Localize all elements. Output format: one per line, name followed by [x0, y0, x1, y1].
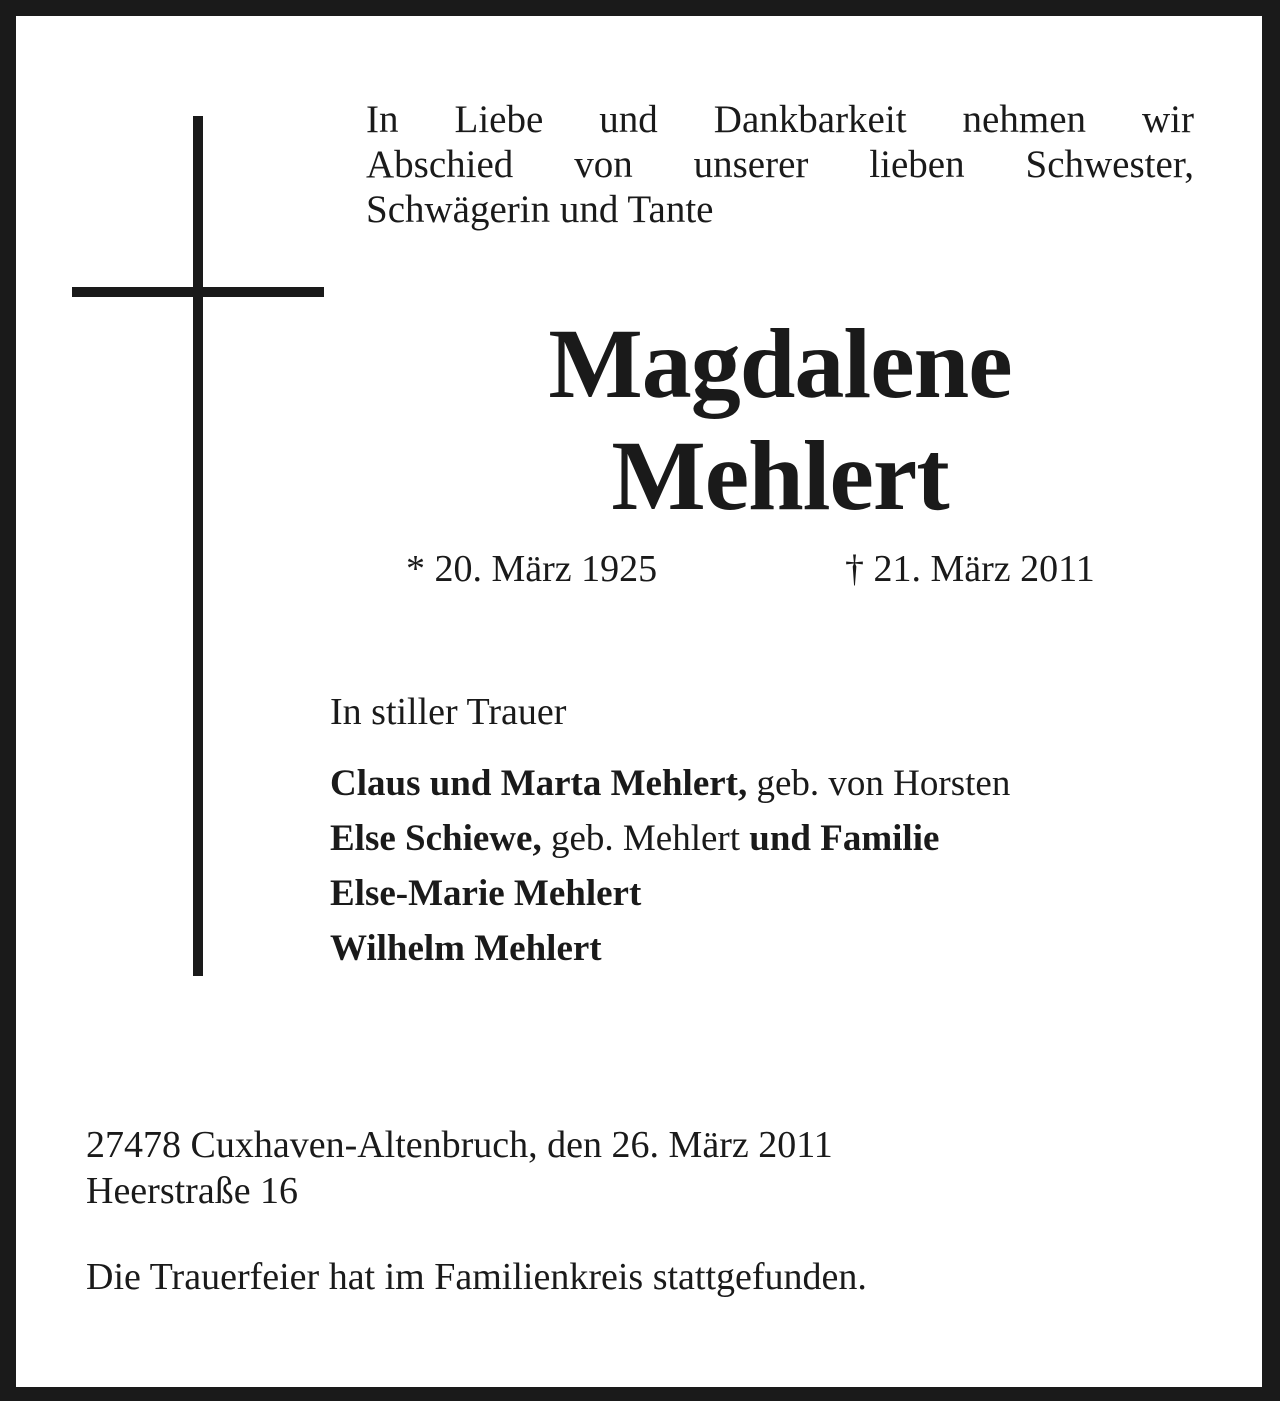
- mourner-row: [330, 756, 1010, 811]
- intro-line: Schwägerin und Tante: [366, 188, 714, 231]
- closing-note: Die Trauerfeier hat im Familienkreis stattgefunden.: [86, 1256, 867, 1298]
- mourner-suffix: und Familie: [749, 818, 940, 859]
- mourning-title: In stiller Trauer: [330, 691, 567, 733]
- intro-line: In Liebe und Dankbarkeit nehmen wir: [366, 98, 1194, 141]
- mourner-note: geb. von Horsten: [747, 763, 1011, 804]
- mourner-row: [330, 866, 1010, 921]
- birth-date: * 20. März 1925: [406, 548, 658, 590]
- mourner-name: Else Schiewe,: [330, 818, 542, 859]
- deceased-name: [380, 308, 1180, 532]
- address-block: [86, 1122, 833, 1214]
- mourner-row: [330, 811, 1010, 866]
- mourner-name: Wilhelm Mehlert: [330, 928, 602, 969]
- mourner-name: Else-Marie Mehlert: [330, 873, 642, 914]
- intro-text: [366, 97, 1194, 232]
- death-date: † 21. März 2011: [845, 548, 1095, 590]
- deceased-first-name: Magdalene: [548, 308, 1012, 419]
- cross-icon: [193, 116, 203, 976]
- mourner-row: [330, 921, 1010, 976]
- mourner-name: Claus und Marta Mehlert,: [330, 763, 748, 804]
- address-place-date: 27478 Cuxhaven-Altenbruch, den 26. März 2011: [86, 1124, 833, 1166]
- cross-icon-bar: [72, 287, 324, 297]
- mourners-list: [330, 756, 1010, 976]
- intro-line: Abschied von unserer lieben Schwester,: [366, 143, 1194, 186]
- deceased-last-name: Mehlert: [611, 420, 949, 531]
- mourner-note: geb. Mehlert: [541, 818, 750, 859]
- address-street: Heerstraße 16: [86, 1170, 299, 1212]
